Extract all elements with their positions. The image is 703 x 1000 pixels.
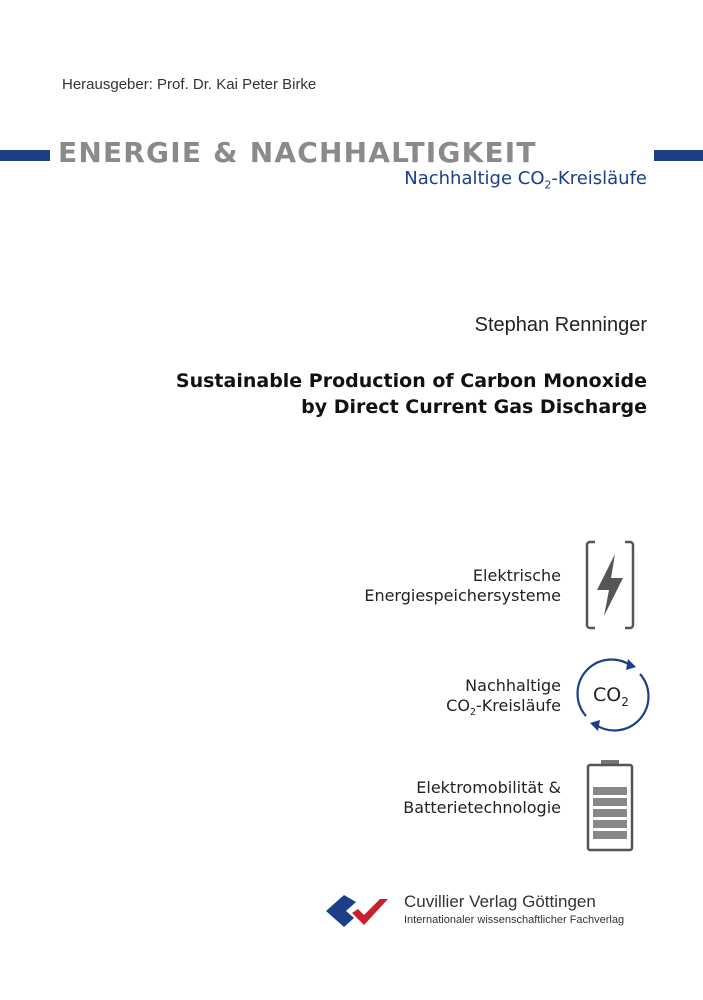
topic-energy-storage-label: Elektrische Energiespeichersysteme xyxy=(364,566,561,605)
series-title: ENERGIE & NACHHALTIGKEIT xyxy=(58,136,537,169)
book-title-line-2: by Direct Current Gas Discharge xyxy=(301,396,647,418)
publisher-logo-icon xyxy=(322,893,392,929)
co2-cycle-icon xyxy=(572,654,654,736)
editor-line: Herausgeber: Prof. Dr. Kai Peter Birke xyxy=(62,76,317,93)
topic-emobility-label: Elektromobilität & Batterietechnologie xyxy=(403,778,561,817)
series-subtitle: Nachhaltige $CO_2$-Kreisläufe xyxy=(404,168,647,192)
book-title xyxy=(27,368,647,420)
publisher-name: Cuvillier Verlag Göttingen xyxy=(404,892,596,911)
svg-text:CO2 xyxy=(593,684,629,709)
book-title-line-1: Sustainable Production of Carbon Monoxide xyxy=(175,370,647,392)
author-name: Stephan Renninger xyxy=(474,314,647,336)
series-bar-right xyxy=(654,150,703,161)
topic-co2-cycles-label: Nachhaltige $CO_2$-Kreisläufe xyxy=(446,676,561,719)
co2-icon-text: CO xyxy=(593,684,622,706)
publisher-subtitle: Internationaler wissenschaftlicher Fachverlag xyxy=(404,914,625,926)
lightning-battery-icon xyxy=(585,540,635,630)
series-bar-left xyxy=(0,150,50,161)
co2-icon-subscript: 2 xyxy=(621,695,629,709)
battery-level-icon xyxy=(586,760,634,852)
